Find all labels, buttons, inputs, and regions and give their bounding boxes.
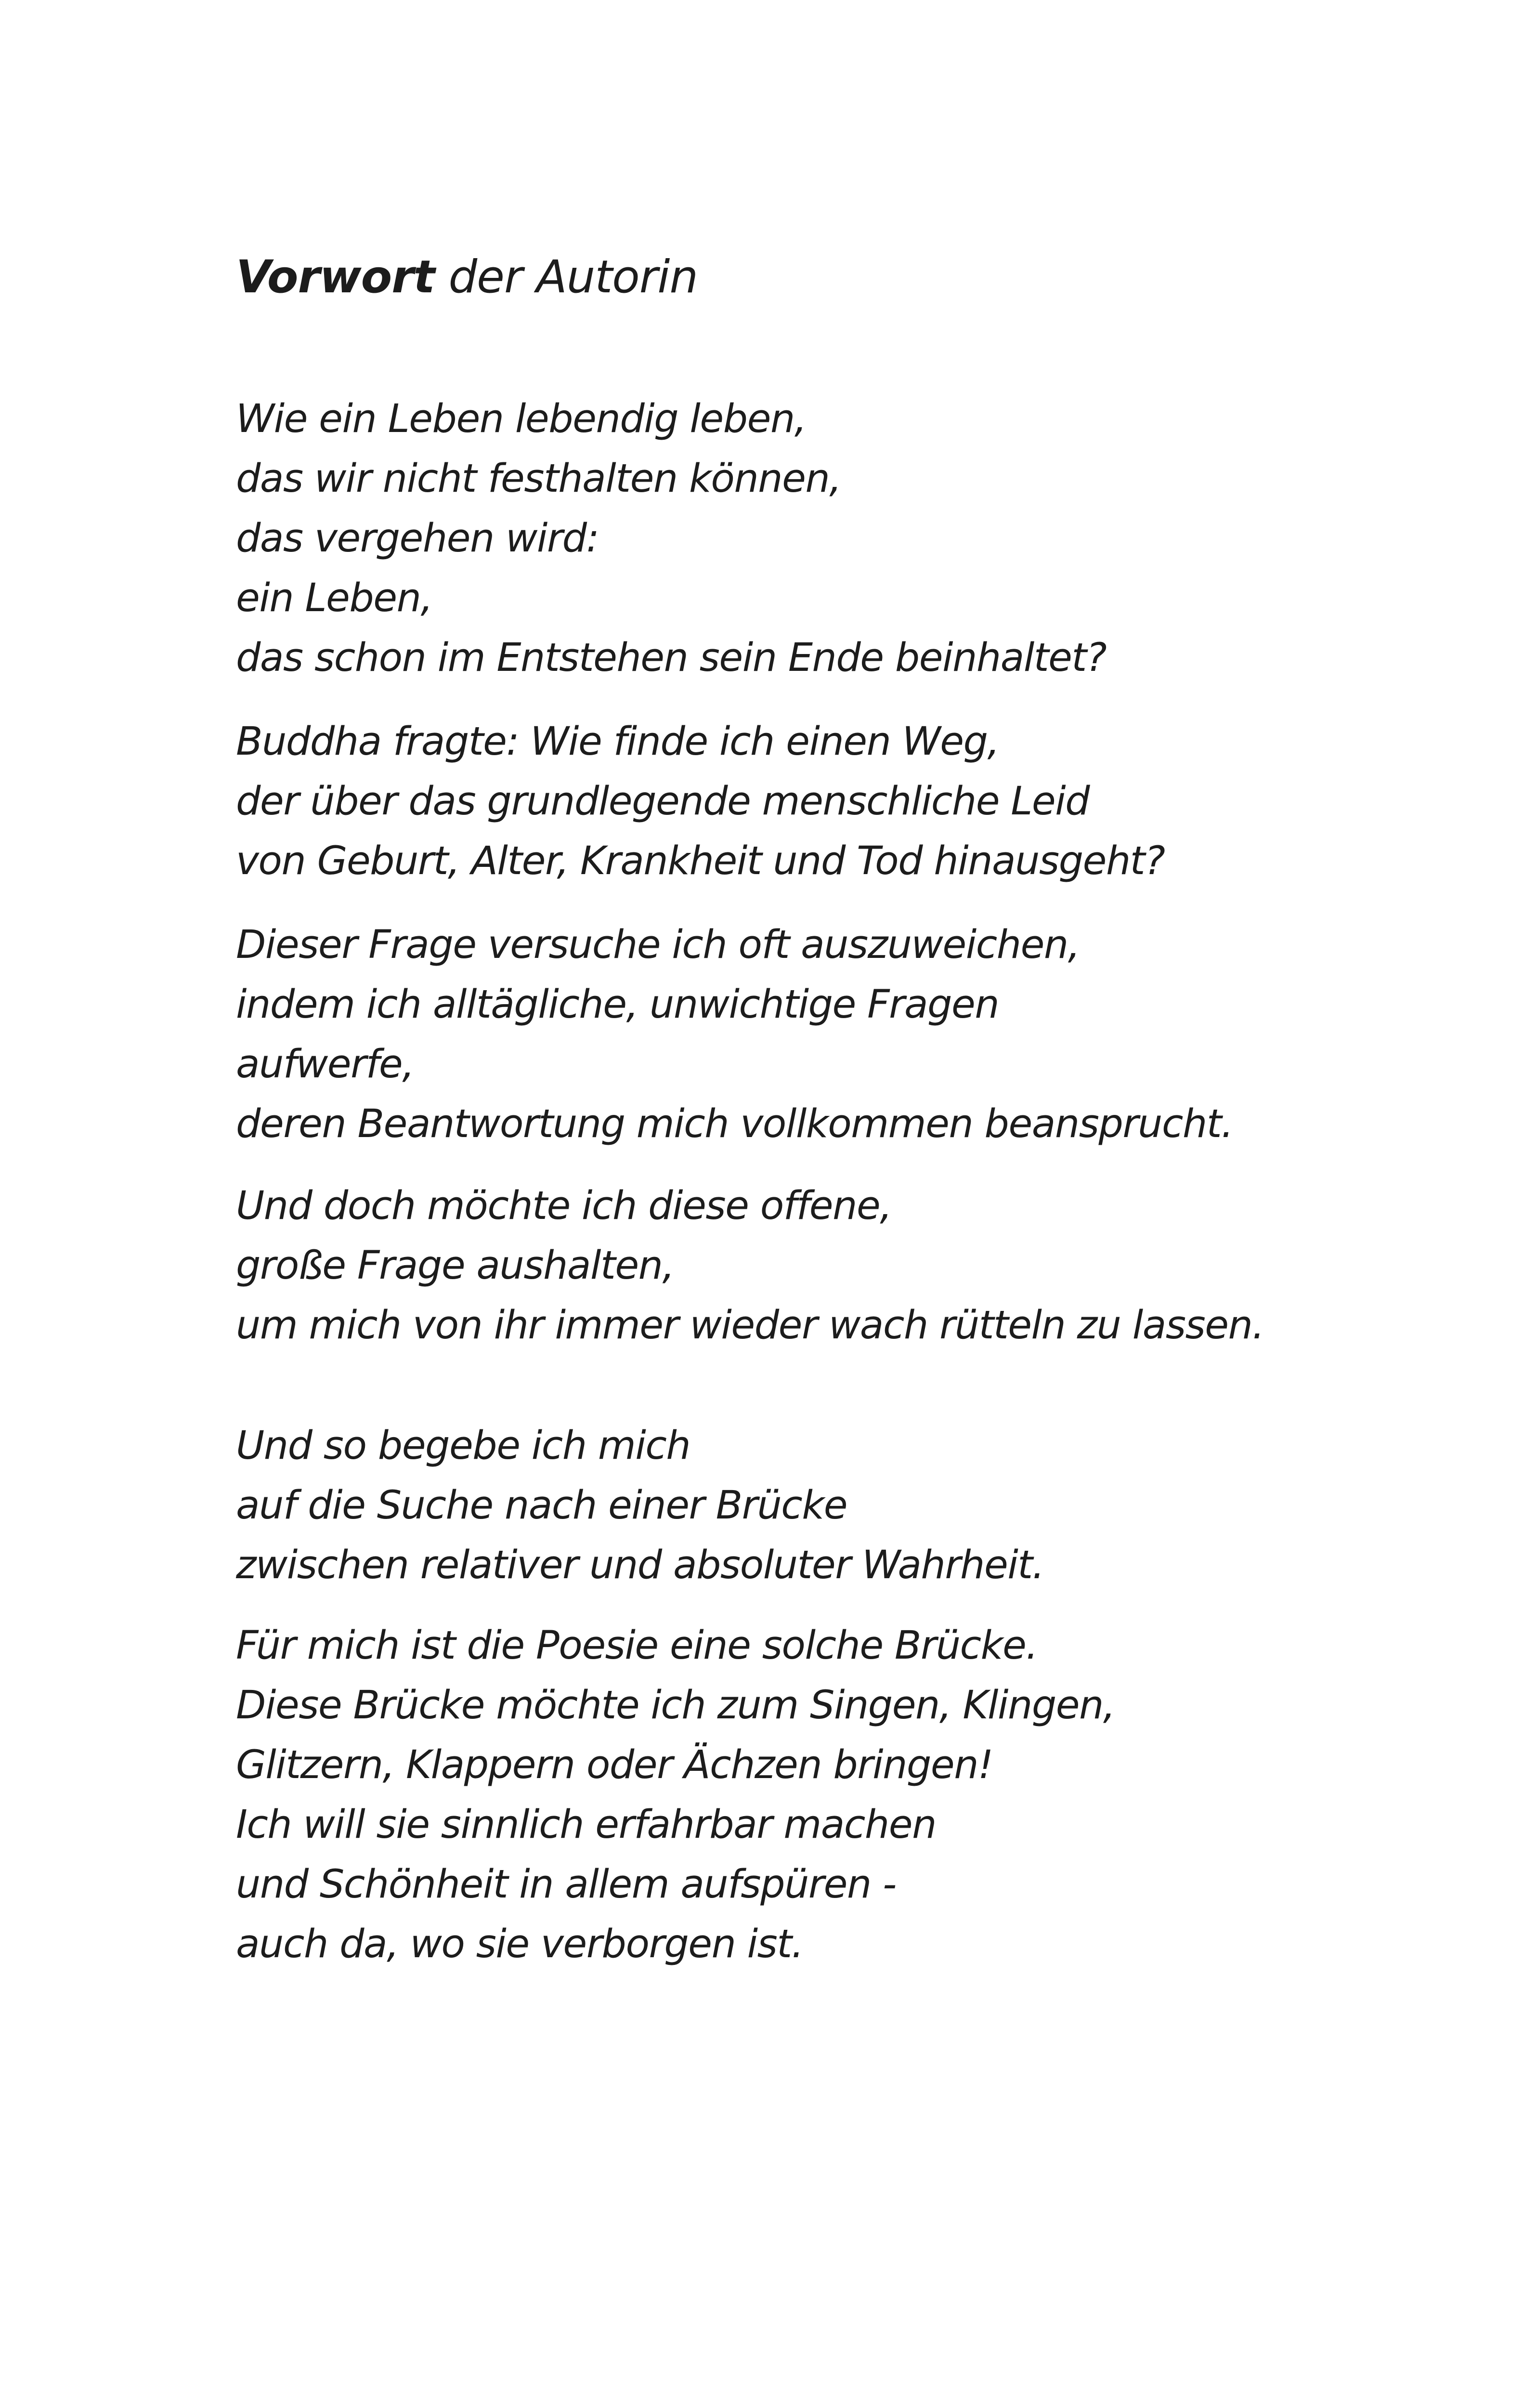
poem-line: Und doch möchte ich diese offene, bbox=[236, 1183, 892, 1229]
poem-line: Dieser Frage versuche ich oft auszuweichen, bbox=[236, 922, 1080, 968]
poem-line: Buddha fragte: Wie finde ich einen Weg, bbox=[236, 719, 999, 764]
poem-line: auf die Suche nach einer Brücke bbox=[236, 1483, 847, 1528]
poem-line: das wir nicht festhalten können, bbox=[236, 456, 841, 501]
poem-line: deren Beantwortung mich vollkommen beansprucht. bbox=[236, 1101, 1233, 1147]
poem-line: ein Leben, bbox=[236, 576, 432, 621]
poem-line: Für mich ist die Poesie eine solche Brücke. bbox=[236, 1623, 1038, 1668]
poem-line: zwischen relativer und absoluter Wahrheit. bbox=[236, 1543, 1044, 1588]
stanza-3 bbox=[236, 915, 1233, 1154]
page-title bbox=[236, 250, 698, 305]
poem-line: Wie ein Leben lebendig leben, bbox=[236, 396, 807, 442]
poem-line: indem ich alltägliche, unwichtige Fragen bbox=[236, 982, 999, 1027]
poem-line: Und so begebe ich mich bbox=[236, 1423, 690, 1468]
title-rest: der Autorin bbox=[434, 251, 698, 303]
stanza-2 bbox=[236, 712, 1165, 891]
title-bold-word: Vorwort bbox=[236, 251, 435, 303]
stanza-6 bbox=[236, 1616, 1115, 1974]
poem-line: das schon im Entstehen sein Ende beinhaltet? bbox=[236, 635, 1106, 681]
poem-line: große Frage aushalten, bbox=[236, 1243, 674, 1288]
stanza-1 bbox=[236, 389, 1106, 688]
stanza-5 bbox=[236, 1416, 1044, 1595]
poem-line: Diese Brücke möchte ich zum Singen, Klingen, bbox=[236, 1683, 1115, 1728]
poem-line: um mich von ihr immer wieder wach rütteln zu lassen. bbox=[236, 1303, 1264, 1348]
poem-line: von Geburt, Alter, Krankheit und Tod hinausgeht? bbox=[236, 838, 1165, 884]
stanza-4 bbox=[236, 1176, 1264, 1355]
poem-line: das vergehen wird: bbox=[236, 516, 599, 561]
poem-line: Ich will sie sinnlich erfahrbar machen bbox=[236, 1802, 936, 1847]
poem-line: Glitzern, Klappern oder Ächzen bringen! bbox=[236, 1742, 993, 1788]
poem-line: aufwerfe, bbox=[236, 1042, 414, 1087]
poem-line: auch da, wo sie verborgen ist. bbox=[236, 1922, 803, 1967]
poem-line: der über das grundlegende menschliche Leid bbox=[236, 779, 1090, 824]
poem-line: und Schönheit in allem aufspüren - bbox=[236, 1862, 896, 1907]
